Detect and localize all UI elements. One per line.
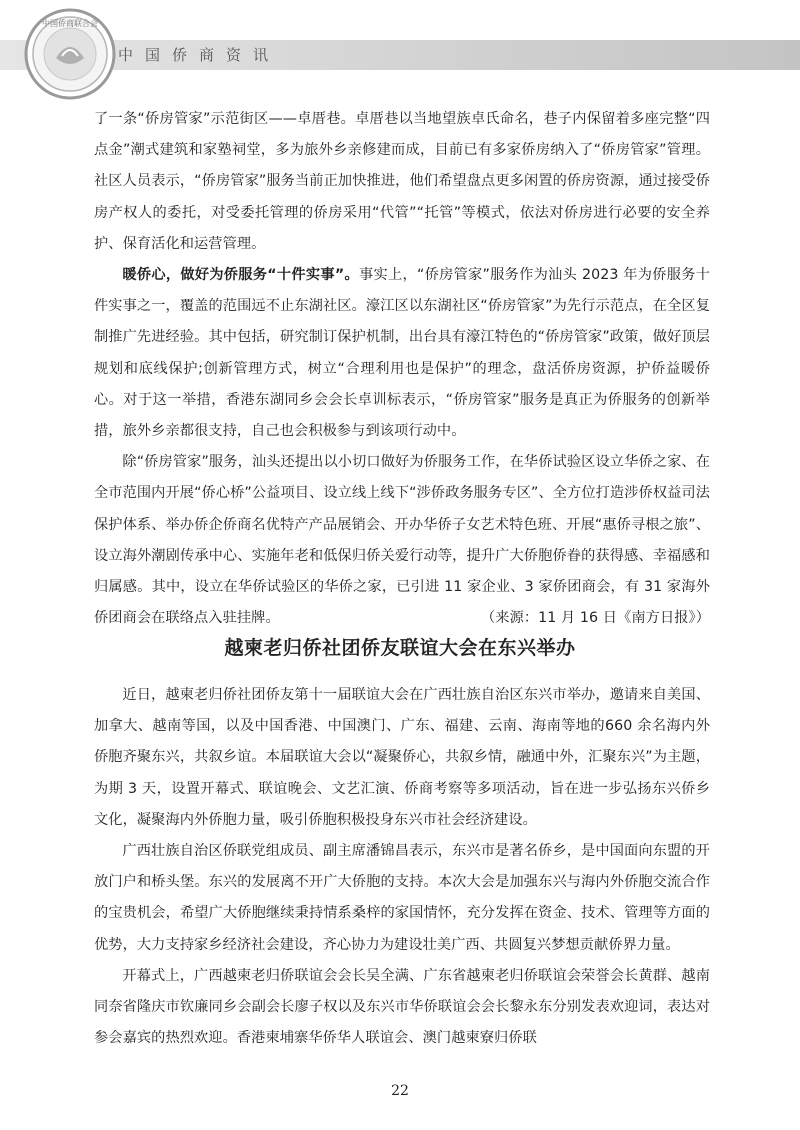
svg-text:中国侨商联合会: 中国侨商联合会 [42, 19, 98, 28]
article-1-paragraph-1: 了一条“侨房管家”示范街区——卓厝巷。卓厝巷以当地望族卓氏命名，巷子内保留着多座完整“四点金”潮式建筑和家塾祠堂，多为旅外乡亲修建而成，目前已有多家侨房纳入了“侨房管家”管理。社区人员表示，“侨房管家”服务当前正加快推进，他们希望盘点更多闲置的侨房资源，通过接受侨房产权人的委托，对受委托管理的侨房采用“代管”“托管”等模式，依法对侨房进行必要的安全养护、保育活化和运营管理。 [94, 111, 710, 252]
article-2-body [94, 680, 710, 1054]
article-1-paragraph-2-text: 事实上，“侨房管家”服务作为汕头 2023 年为侨服务十件实事之一，覆盖的范围远不止东湖社区。濠江区以东湖社区“侨房管家”为先行示范点，在全区复制推广先进经验。其中包括，研究制订保护机制，出台具有濠江特色的“侨房管家”政策，做好顶层规划和底线保护;创新管理方式，树立“合理利用也是保护”的理念，盘活侨房资源，护侨益暖侨心。对于这一举措，香港东湖同乡会会长卓训标表示，“侨房管家”服务是真正为侨服务的创新举措，旅外乡亲都很支持，自己也会积极参与到该项行动中。 [94, 267, 710, 440]
article-1-body [94, 104, 710, 634]
article-2-title: 越柬老归侨社团侨友联谊大会在东兴举办 [224, 637, 576, 659]
article-1-subheading: 暖侨心，做好为侨服务“十件实事”。 [122, 267, 359, 284]
logo-emblem [22, 6, 118, 102]
article-2-paragraph-2: 广西壮族自治区侨联党组成员、副主席潘锦昌表示，东兴市是著名侨乡，是中国面向东盟的开放门户和桥头堡。东兴的发展离不开广大侨胞的支持。本次大会是加强东兴与海内外侨胞交流合作的宝贵机会，希望广大侨胞继续秉持情系桑梓的家国情怀，充分发挥在资金、技术、管理等方面的优势，大力支持家乡经济社会建设，齐心协力为建设壮美广西、共圆复兴梦想贡献侨界力量。 [94, 843, 710, 953]
header-title: 中国侨商资讯 [118, 46, 281, 64]
page-number: 22 [391, 1083, 409, 1099]
article-1-paragraph-3 [94, 447, 710, 634]
article-2-paragraph-1: 近日，越柬老归侨社团侨友第十一届联谊大会在广西壮族自治区东兴市举办，邀请来自美国、加拿大、越南等国，以及中国香港、中国澳门、广东、福建、云南、海南等地的660 余名海内外侨胞齐聚东兴，共叙乡谊。本届联谊大会以“凝聚侨心，共叙乡情，融通中外，汇聚东兴”为主题，为期 3 天，设置开幕式、联谊晚会、文艺汇演、侨商考察等多项活动，旨在进一步弘扬东兴侨乡文化，凝聚海内外侨胞力量，吸引侨胞积极投身东兴市社会经济建设。 [94, 687, 710, 828]
article-2-paragraph-3: 开幕式上，广西越柬老归侨联谊会会长吴全满、广东省越柬老归侨联谊会荣誉会长黄群、越南同奈省隆庆市钦廉同乡会副会长廖子权以及东兴市华侨联谊会会长黎永东分别发表欢迎词，表达对参会嘉宾的热烈欢迎。香港柬埔寨华侨华人联谊会、澳门越柬寮归侨联 [94, 967, 710, 1047]
article-1-source: （来源：11 月 16 日《南方日报》） [481, 610, 710, 627]
article-1-paragraph-2 [94, 260, 710, 447]
article-1-paragraph-3-text: 除“侨房管家”服务，汕头还提出以小切口做好为侨服务工作，在华侨试验区设立华侨之家、在全市范围内开展“侨心桥”公益项目、设立线上线下“涉侨政务服务专区”、全方位打造涉侨权益司法保护体系、举办侨企侨商名优特产产品展销会、开办华侨子女艺术特色班、开展“惠侨寻根之旅”、设立海外潮剧传承中心、实施年老和低保归侨关爱行动等，提升广大侨胞侨眷的获得感、幸福感和归属感。其中，设立在华侨试验区的华侨之家，已引进 11 家企业、3 家侨团商会，有 31 家海外侨团商会在联络点入驻挂牌。 [94, 454, 710, 627]
